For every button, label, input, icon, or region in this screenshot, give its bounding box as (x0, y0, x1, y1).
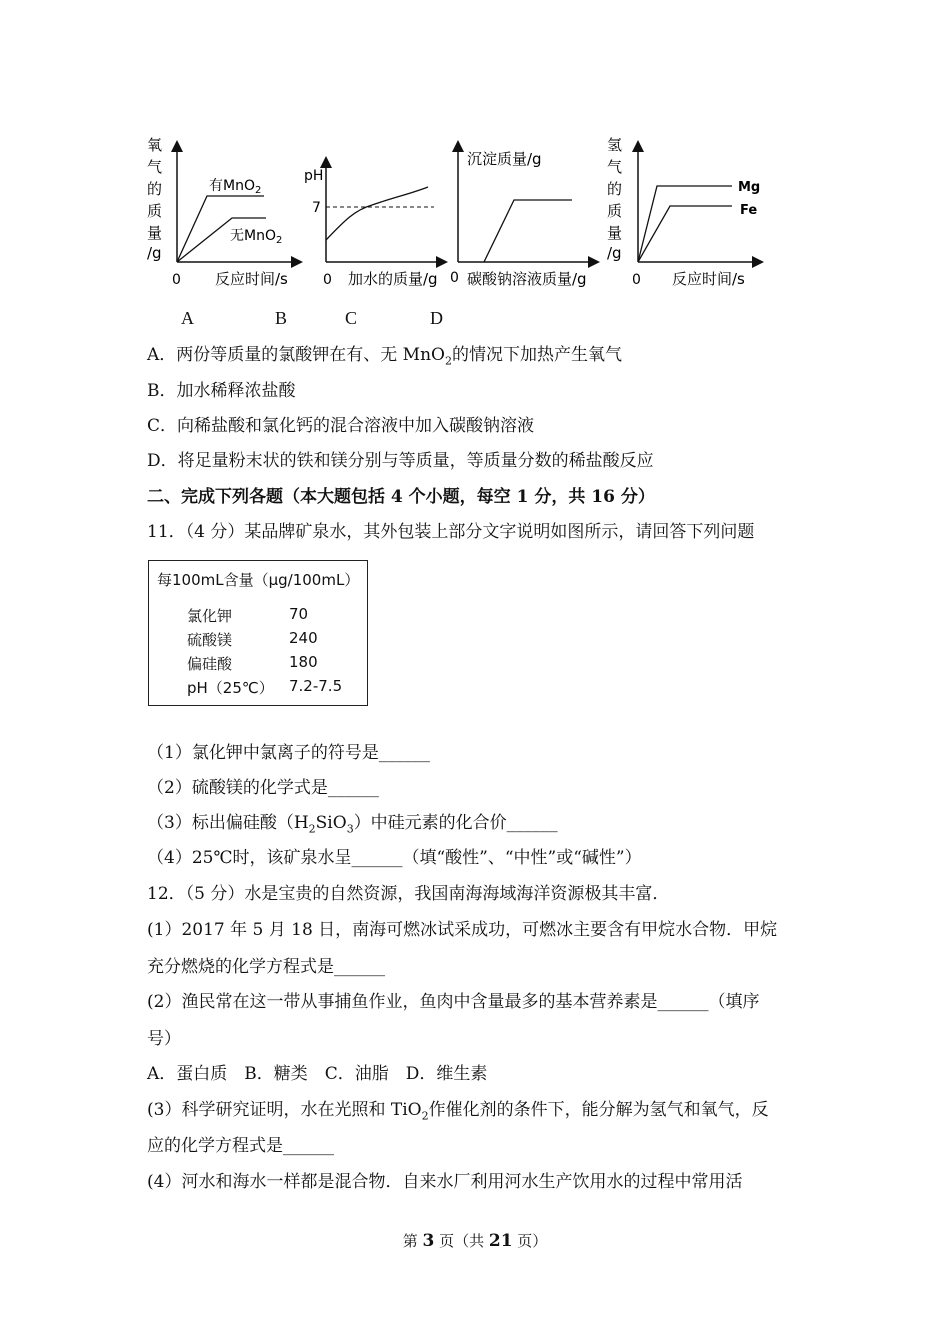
mineral-water-label (148, 560, 368, 706)
chart-d-label: D (430, 308, 443, 328)
section-2-title: 二、完成下列各题（本大题包括 4 个小题，每空 1 分，共 16 分） (147, 487, 655, 507)
chart-c-line (484, 200, 572, 262)
q11-part-3: （3）标出偏硅酸$(H_2SiO_3)$中硅元素的化合价______ (147, 813, 558, 836)
label-row-value: 240 (289, 629, 318, 647)
label-header: 每100mL含量（μg/100mL） (157, 571, 360, 589)
chart-d-origin: 0 (632, 272, 641, 288)
q12-part-1-line-2: 充分燃烧的化学方程式是______ (147, 957, 385, 977)
chart-c-label: C (345, 308, 358, 328)
label-row-value: 7.2-7.5 (289, 677, 343, 695)
chart-a-ylabel-char: 量 (147, 224, 163, 242)
chart-b-ref-tick: 7 (312, 200, 321, 216)
chart-a-ylabel-char: 氧 (147, 136, 163, 154)
chart-b-origin: 0 (323, 272, 332, 288)
label-row-name: 偏硅酸 (187, 655, 233, 673)
chart-d-line-fe (638, 206, 732, 262)
charts-figure (0, 0, 950, 300)
q11-part-1: （1）氯化钾中氯离子的符号是______ (147, 743, 430, 763)
q11-part-4: （4）25℃时，该矿泉水呈______（填“酸性”、“中性”或“碱性”） (147, 848, 642, 868)
chart-b-ylabel: pH (304, 168, 324, 184)
q12-part-1-line-1: (1）2017 年 5 月 18 日，南海可燃冰试采成功，可燃冰主要含有甲烷水合物．甲烷 (147, 920, 778, 940)
option-a: A．两份等质量的氯酸钾在有、无 MnO$_2$的情况下加热产生氧气 (147, 345, 622, 368)
label-row-value: 70 (289, 605, 309, 623)
chart-c-origin: 0 (450, 270, 459, 286)
chart-a (147, 136, 297, 288)
chart-b (304, 162, 442, 288)
chart-d-ylabel-char: 氢 (607, 136, 623, 154)
chart-c (450, 146, 594, 288)
chart-d-line-mg (638, 186, 732, 262)
q12-part-3-line-2: 应的化学方程式是______ (147, 1136, 334, 1156)
q11-stem: 11．（4 分）某品牌矿泉水，其外包装上部分文字说明如图所示，请回答下列问题 (147, 522, 755, 542)
chart-a-xlabel: 反应时间/s (215, 270, 288, 288)
label-row-value: 180 (289, 653, 318, 671)
label-row-name: 硫酸镁 (187, 631, 233, 649)
q12-stem: 12．（5 分）水是宝贵的自然资源，我国南海海域海洋资源极其丰富． (147, 884, 670, 904)
chart-d-ylabel-char: 质 (607, 202, 623, 220)
option-c: C．向稀盐酸和氯化钙的混合溶液中加入碳酸钠溶液 (147, 416, 535, 436)
q12-part-2-options: A．蛋白质 B．糖类 C．油脂 D．维生素 (147, 1064, 488, 1084)
chart-a-ylabel-char: 的 (147, 180, 163, 198)
chart-c-xlabel: 碳酸钠溶液质量/g (467, 270, 587, 288)
option-d: D．将足量粉末状的铁和镁分别与等质量，等质量分数的稀盐酸反应 (147, 451, 654, 471)
chart-b-xlabel: 加水的质量/g (348, 270, 438, 288)
q12-part-4-line-1: (4）河水和海水一样都是混合物．自来水厂利用河水生产饮用水的过程中常用活 (147, 1172, 743, 1192)
chart-d-series-label: Fe (740, 203, 758, 218)
chart-a-series-label: 无MnO$_2$ (230, 228, 283, 246)
chart-a-ylabel-char: /g (147, 244, 162, 262)
chart-d-ylabel-char: 量 (607, 224, 623, 242)
chart-b-curve (326, 187, 428, 240)
chart-d-ylabel (607, 136, 622, 262)
chart-b-label: B (275, 308, 288, 328)
chart-d-series-label: Mg (738, 180, 761, 195)
chart-a-ylabel-char: 气 (147, 158, 163, 176)
chart-d-ylabel-char: 气 (607, 158, 623, 176)
chart-a-origin: 0 (172, 272, 181, 288)
page-footer: 第 3 页（共 21 页） (402, 1231, 548, 1251)
q12-part-2-line-2: 号） (147, 1029, 181, 1049)
q12-part-3-line-1: (3）科学研究证明，水在光照和 TiO$_2$作催化剂的条件下，能分解为氢气和氧气，反 (147, 1100, 769, 1123)
q11-part-2: （2）硫酸镁的化学式是______ (147, 778, 379, 798)
chart-d-ylabel-char: 的 (607, 180, 623, 198)
chart-d (607, 136, 760, 288)
chart-a-ylabel-char: 质 (147, 202, 163, 220)
option-b: B．加水稀释浓盐酸 (147, 381, 296, 401)
chart-d-xlabel: 反应时间/s (672, 270, 745, 288)
chart-a-label: A (181, 308, 194, 328)
label-row-name: pH（25℃） (187, 679, 274, 697)
chart-a-ylabel (147, 136, 162, 262)
label-row-name: 氯化钾 (187, 607, 233, 625)
chart-d-ylabel-char: /g (607, 244, 622, 262)
chart-a-series-label: 有MnO$_2$ (209, 178, 262, 196)
chart-c-ylabel: 沉淀质量/g (467, 150, 542, 168)
q12-part-2-line-1: (2）渔民常在这一带从事捕鱼作业，鱼肉中含量最多的基本营养素是______（填序 (147, 992, 760, 1012)
